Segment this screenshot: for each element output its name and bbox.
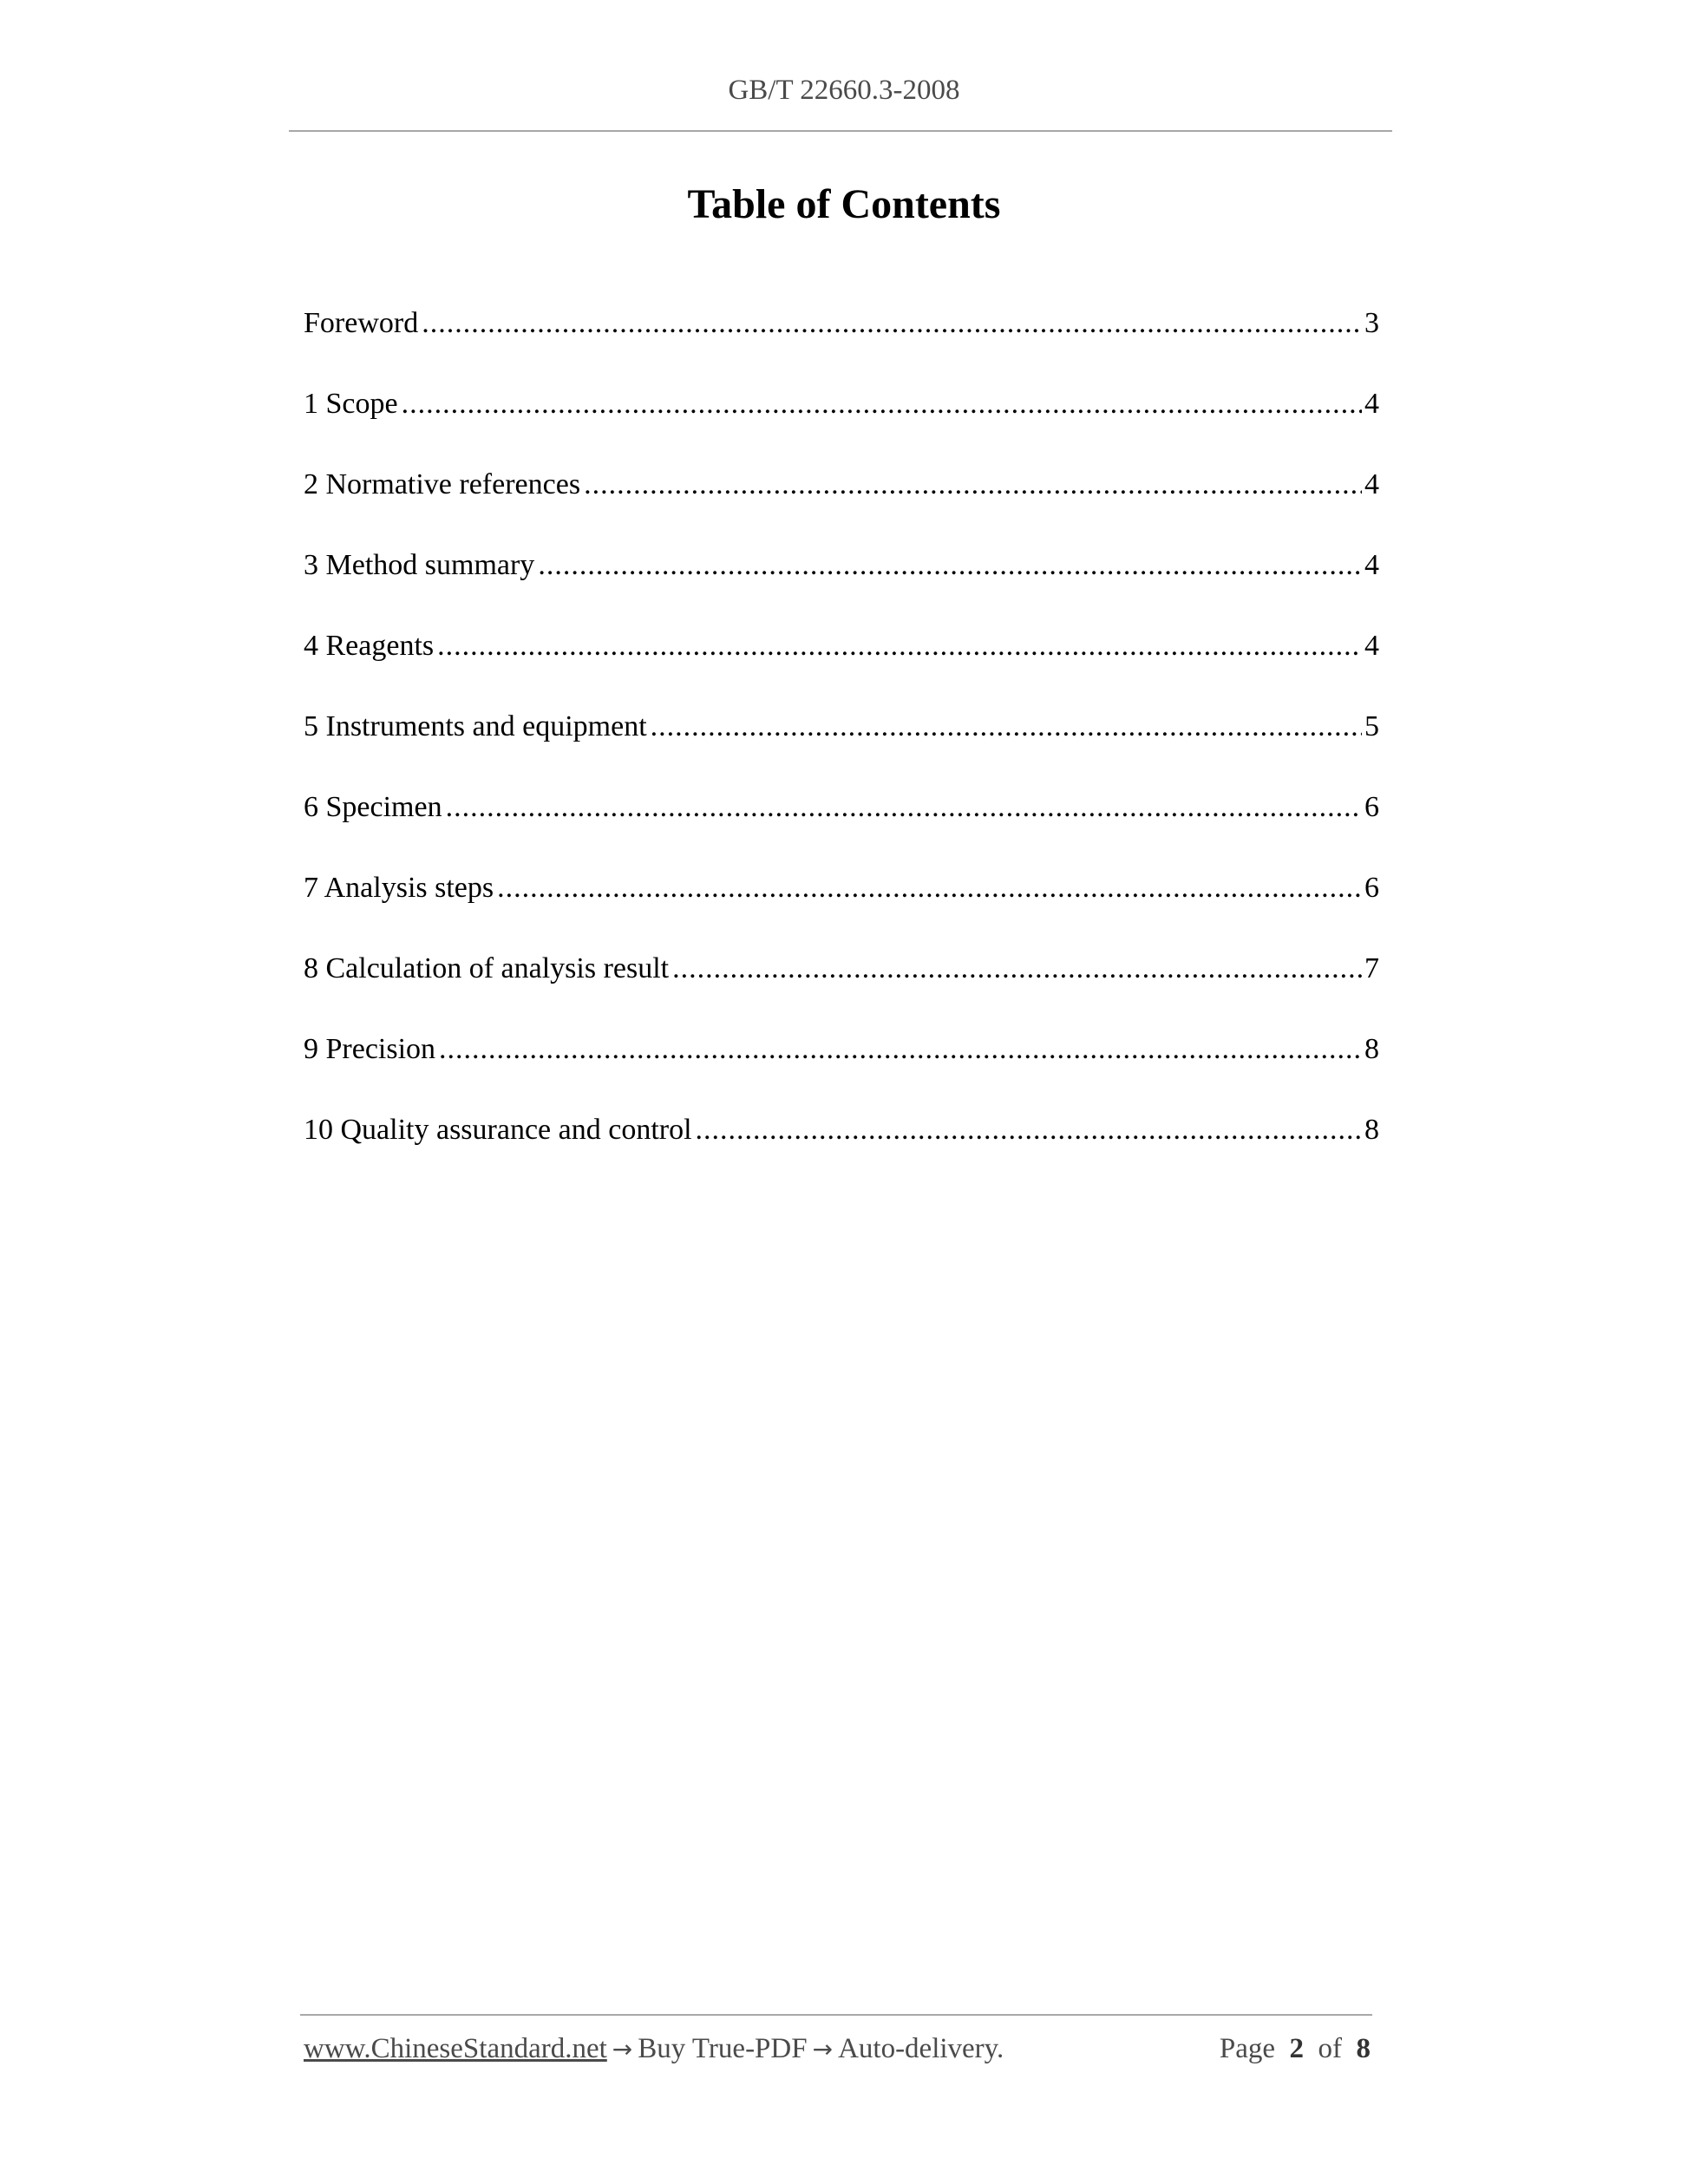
toc-entry-label: 5 Instruments and equipment — [304, 710, 647, 742]
toc-dot-leader — [437, 630, 1362, 663]
toc-entry-page: 8 — [1364, 1033, 1379, 1065]
toc-entry[interactable] — [304, 1033, 1379, 1114]
toc-title: Table of Contents — [687, 181, 1001, 227]
toc-entry-label: 3 Method summary — [304, 549, 535, 581]
right-arrow-icon: → — [612, 2035, 633, 2063]
toc-dot-leader — [584, 468, 1362, 501]
of-word: of — [1318, 2033, 1342, 2064]
toc-dot-leader — [538, 549, 1362, 582]
toc-entry[interactable] — [304, 549, 1379, 630]
toc-entry-label: 7 Analysis steps — [304, 872, 494, 904]
toc-entry-page: 6 — [1364, 791, 1379, 823]
toc-entry[interactable] — [304, 952, 1379, 1033]
footer-step-buy: Buy True-PDF — [638, 2033, 808, 2064]
toc-entry-page: 7 — [1364, 952, 1379, 984]
toc-entry[interactable] — [304, 791, 1379, 872]
page-indicator — [1220, 2033, 1371, 2065]
toc-list — [304, 307, 1379, 1194]
toc-entry-label: 1 Scope — [304, 388, 398, 420]
toc-entry[interactable] — [304, 872, 1379, 952]
website-link[interactable]: www.ChineseStandard.net — [304, 2033, 607, 2064]
header-divider — [289, 130, 1392, 132]
toc-entry-label: 9 Precision — [304, 1033, 436, 1065]
page-footer — [304, 2033, 1371, 2065]
toc-entry-label: 6 Specimen — [304, 791, 442, 823]
toc-entry[interactable] — [304, 1114, 1379, 1194]
toc-entry-label: 8 Calculation of analysis result — [304, 952, 670, 984]
toc-entry-page: 4 — [1364, 549, 1379, 581]
toc-entry[interactable] — [304, 307, 1379, 388]
toc-dot-leader — [696, 1114, 1362, 1147]
toc-dot-leader — [651, 710, 1362, 743]
toc-entry-label: Foreword — [304, 307, 419, 339]
toc-dot-leader — [439, 1033, 1362, 1066]
toc-entry-page: 4 — [1364, 630, 1379, 662]
toc-entry-page: 5 — [1364, 710, 1379, 742]
toc-dot-leader — [497, 872, 1362, 905]
total-pages-number: 8 — [1356, 2033, 1371, 2064]
toc-dot-leader — [446, 791, 1362, 824]
footer-promo — [304, 2033, 1004, 2065]
footer-divider — [300, 2014, 1372, 2016]
toc-dot-leader — [402, 388, 1362, 421]
toc-entry-page: 8 — [1364, 1114, 1379, 1146]
toc-entry-page: 6 — [1364, 872, 1379, 904]
toc-dot-leader — [672, 952, 1362, 985]
toc-entry-label: 4 Reagents — [304, 630, 435, 662]
footer-step-delivery: Auto-delivery. — [838, 2033, 1004, 2064]
toc-dot-leader — [422, 307, 1362, 340]
right-arrow-icon: → — [812, 2035, 834, 2063]
toc-entry[interactable] — [304, 468, 1379, 549]
current-page-number: 2 — [1289, 2033, 1304, 2064]
toc-entry-page: 4 — [1364, 468, 1379, 500]
toc-entry-page: 4 — [1364, 388, 1379, 420]
toc-entry-label: 2 Normative references — [304, 468, 581, 500]
page-word: Page — [1219, 2033, 1275, 2064]
document-header-id: GB/T 22660.3-2008 — [728, 75, 960, 106]
toc-entry[interactable] — [304, 630, 1379, 710]
toc-entry[interactable] — [304, 388, 1379, 468]
toc-entry[interactable] — [304, 710, 1379, 791]
toc-entry-page: 3 — [1364, 307, 1379, 339]
toc-entry-label: 10 Quality assurance and control — [304, 1114, 692, 1146]
